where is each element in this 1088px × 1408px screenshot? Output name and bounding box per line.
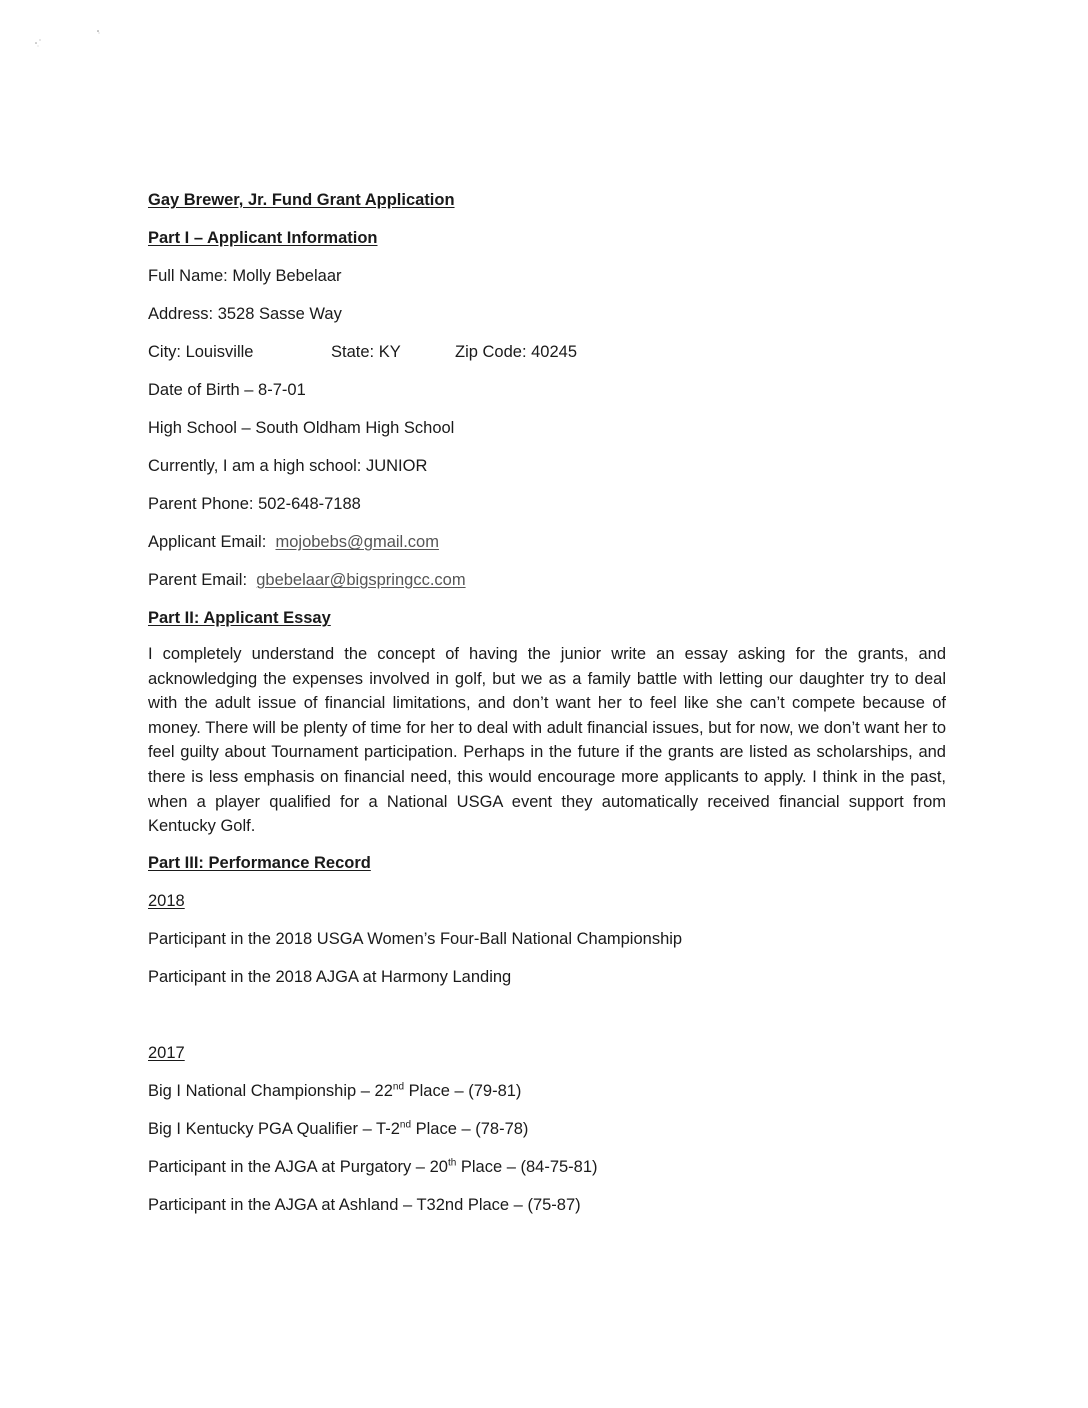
record-text: Place – (78-78) — [411, 1119, 529, 1138]
applicant-email-line — [148, 530, 948, 554]
ordinal-suffix: nd — [392, 1081, 405, 1093]
city-field: City: Louisville — [148, 343, 254, 361]
dob-line: Date of Birth – 8-7-01 — [148, 381, 306, 399]
full-name-line: Full Name: Molly Bebelaar — [148, 267, 342, 285]
city-state-zip-line — [148, 340, 948, 364]
parent-email-link[interactable]: gbebelaar@bigspringcc.com — [256, 571, 466, 589]
part2-heading: Part II: Applicant Essay — [148, 609, 331, 627]
part1-heading: Part I – Applicant Information — [148, 229, 378, 247]
record-text: Place – (79-81) — [404, 1081, 522, 1100]
grade-line: Currently, I am a high school: JUNIOR — [148, 457, 428, 475]
zip-field: Zip Code: 40245 — [455, 343, 578, 361]
record-text: Participant in the AJGA at Purgatory – 20 — [148, 1157, 448, 1176]
ordinal-suffix: th — [447, 1157, 457, 1169]
record-2017-item — [148, 1079, 948, 1103]
parent-phone-line: Parent Phone: 502-648-7188 — [148, 495, 361, 513]
state-field: State: KY — [331, 343, 401, 361]
record-text: Place – (84-75-81) — [456, 1157, 598, 1176]
scan-specks — [30, 25, 110, 55]
parent-email-label: Parent Email: — [148, 571, 248, 589]
document-title: Gay Brewer, Jr. Fund Grant Application — [148, 191, 455, 209]
applicant-email-label: Applicant Email: — [148, 533, 267, 551]
record-text: Big I Kentucky PGA Qualifier – T-2 — [148, 1119, 400, 1138]
application-content — [148, 188, 948, 1231]
record-2018-item: Participant in the 2018 AJGA at Harmony Landing — [148, 967, 512, 986]
part3-heading: Part III: Performance Record — [148, 853, 371, 872]
high-school-line: High School – South Oldham High School — [148, 419, 455, 437]
parent-email-line — [148, 568, 948, 592]
record-2017-item — [148, 1193, 948, 1217]
ordinal-suffix: nd — [399, 1119, 412, 1131]
year-2017-heading: 2017 — [148, 1043, 185, 1062]
applicant-essay: I completely understand the concept of having the junior write an essay asking for the grants, and acknowledging the expenses involved in golf, but we as a family battle with letting our daughter try to deal with the adult issue of financial limitations, and don’t want her to feel like she can’t compete because of money. There will be plenty of time for her to deal with adult financial issues, but for now, we don’t want her to feel guilty about Tournament participation. Perhaps in the future if the grants are listed as scholarships, and there is less emphasis on financial need, this would encourage more applicants to apply. I think in the past, when a player qualified for a National USGA event they automatically received financial support from Kentucky Golf. — [148, 645, 946, 836]
applicant-email-link[interactable]: mojobebs@gmail.com — [275, 533, 439, 551]
record-2018-item: Participant in the 2018 USGA Women’s Four-Ball National Championship — [148, 929, 683, 948]
record-2017-item — [148, 1155, 948, 1179]
year-2018-heading: 2018 — [148, 891, 185, 910]
address-line: Address: 3528 Sasse Way — [148, 305, 342, 323]
record-2017-item — [148, 1117, 948, 1141]
record-text: Participant in the AJGA at Ashland – T32nd Place – (75-87) — [148, 1195, 581, 1214]
record-text: Big I National Championship – 22 — [148, 1081, 393, 1100]
